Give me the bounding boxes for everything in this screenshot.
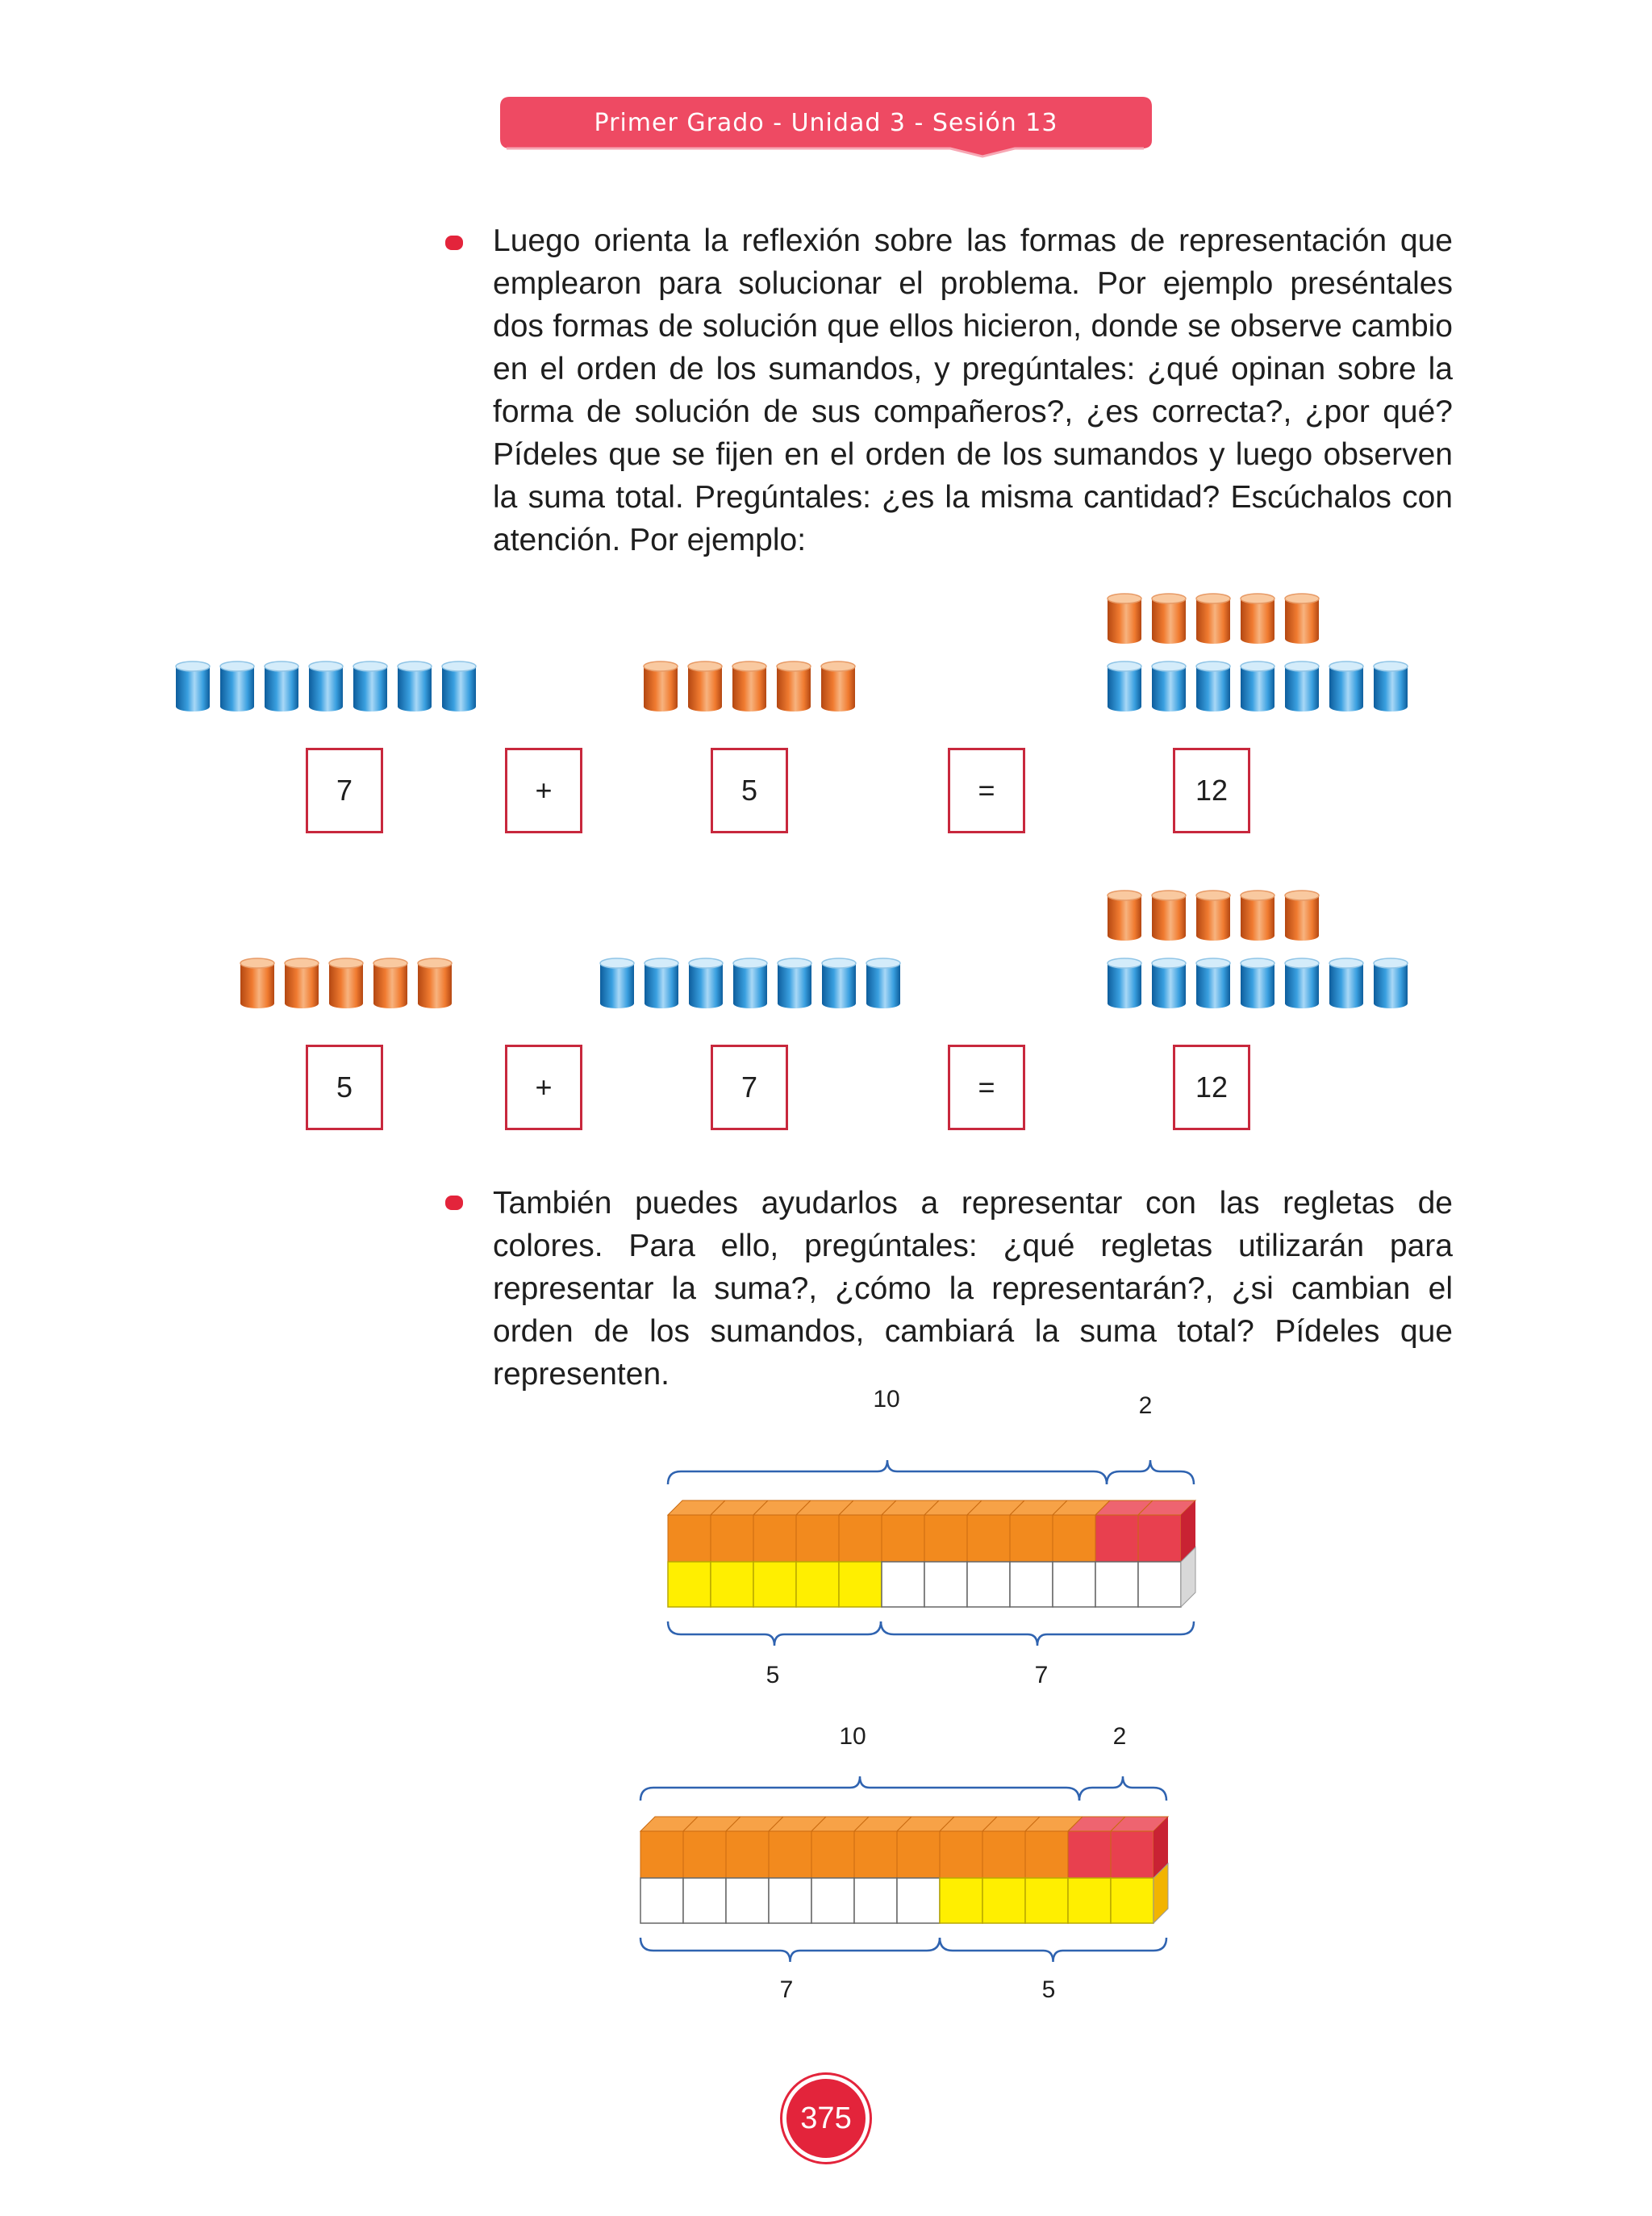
rod-cube-white	[1095, 1562, 1138, 1607]
cylinder-orange-icon	[327, 957, 365, 1010]
rod-cube-orange	[683, 1831, 726, 1878]
rod-cube-white	[882, 1562, 924, 1607]
cylinder-orange-icon	[372, 957, 409, 1010]
cylinder-blue-icon	[263, 660, 300, 713]
operator-box-plus: +	[505, 1045, 582, 1130]
rod-cube-white	[1053, 1562, 1095, 1607]
brace	[668, 1621, 881, 1646]
cylinder-orange-icon	[1239, 889, 1276, 942]
rod-cube-white	[726, 1878, 769, 1923]
cylinder-orange-icon	[1283, 889, 1320, 942]
cylinder-blue-icon	[1150, 957, 1187, 1010]
rod-cube-white	[683, 1878, 726, 1923]
header-title: Primer Grado - Unidad 3 - Sesión 13	[594, 108, 1058, 137]
number-box-result: 12	[1173, 748, 1250, 833]
rod-cube-orange	[753, 1515, 796, 1562]
rod-cube-white	[854, 1878, 897, 1923]
regletas-drawing	[645, 1371, 1226, 1694]
cylinder-orange-icon	[1239, 592, 1276, 645]
label-ten: 10	[873, 1386, 900, 1413]
cylinder-blue-icon	[643, 957, 680, 1010]
paragraph-regletas: También puedes ayudarlos a representar con las regletas de colores. Para ello, pregúntales: ¿qué regletas utilizarán para representar la suma?, ¿cómo la representarán?, ¿si cambian el orden de los sumandos, cambiará la suma total? Pídeles que representen.	[493, 1186, 1453, 1392]
cylinder-group-5-orange	[239, 957, 453, 1010]
cylinder-blue-icon	[1195, 660, 1232, 713]
cylinder-blue-icon	[1150, 660, 1187, 713]
cylinder-blue-icon	[440, 660, 478, 713]
rod-cube-yellow	[940, 1878, 982, 1923]
rod-cube-orange	[640, 1831, 683, 1878]
brace	[640, 1776, 1079, 1801]
cylinder-blue-icon	[1328, 957, 1365, 1010]
rod-cube-orange	[668, 1515, 711, 1562]
rod-cube-white	[924, 1562, 967, 1607]
regletas-diagram-7-plus-5	[618, 1710, 1199, 2033]
cylinder-blue-icon	[396, 660, 433, 713]
regletas-drawing	[618, 1710, 1199, 2033]
operator-box-plus: +	[505, 748, 582, 833]
rod-cube-red	[1138, 1515, 1181, 1562]
cylinder-orange-icon	[642, 660, 679, 713]
regletas-diagram-5-plus-7	[645, 1371, 1226, 1694]
cylinder-blue-icon	[776, 957, 813, 1010]
cylinder-group-result-blue	[1106, 660, 1409, 713]
rod-cube-red	[1095, 1515, 1138, 1562]
rod-cube-yellow	[1068, 1878, 1111, 1923]
number-box-addend-2: 5	[711, 748, 788, 833]
rod-cube-red	[1068, 1831, 1111, 1878]
brace	[668, 1460, 1107, 1484]
cylinder-orange-icon	[1106, 889, 1143, 942]
bullet-icon	[445, 236, 463, 250]
cylinder-orange-icon	[1150, 889, 1187, 942]
rod-cube-orange	[796, 1515, 839, 1562]
paragraph-reflection: Luego orienta la reflexión sobre las formas de representación que emplearon para solucionar el problema. Por ejemplo preséntales dos formas de solución que ellos hicieron, donde se observe cambio en el orden de los sumandos, y pregúntales: ¿qué opinan sobre la forma de solución de sus compañeros?, ¿es correcta?, ¿por qué? Pídeles que se fijen en el orden de los sumandos y luego observen la suma total. Pregúntales: ¿es la misma cantidad? Escúchalos con atención. Por ejemplo:	[493, 223, 1453, 557]
rod-cube-orange	[726, 1831, 769, 1878]
cylinder-orange-icon	[731, 660, 768, 713]
rod-cube-orange	[769, 1831, 811, 1878]
rod-cube-white	[640, 1878, 683, 1923]
brace	[881, 1621, 1194, 1646]
rod-cube-yellow	[796, 1562, 839, 1607]
cylinder-orange-icon	[820, 660, 857, 713]
number-box-addend-1: 5	[306, 1045, 383, 1130]
cylinder-blue-icon	[307, 660, 344, 713]
cylinder-orange-icon	[1195, 889, 1232, 942]
rod-cube-orange	[897, 1831, 940, 1878]
cylinder-group-result-orange	[1106, 889, 1320, 942]
cylinder-orange-icon	[1195, 592, 1232, 645]
rod-cube-orange	[839, 1515, 882, 1562]
label-left: 7	[779, 1976, 794, 2003]
cylinder-blue-icon	[1239, 660, 1276, 713]
rod-cube-orange	[1053, 1515, 1095, 1562]
cylinder-blue-icon	[1283, 957, 1320, 1010]
rod-cube-yellow	[668, 1562, 711, 1607]
cylinder-orange-icon	[239, 957, 276, 1010]
rod-cube-orange	[1025, 1831, 1068, 1878]
cylinder-group-5-orange	[642, 660, 857, 713]
cylinder-blue-icon	[687, 957, 724, 1010]
rod-cube-orange	[854, 1831, 897, 1878]
rod-cube-orange	[811, 1831, 854, 1878]
brace	[940, 1938, 1166, 1962]
cylinder-blue-icon	[174, 660, 211, 713]
label-left: 5	[766, 1662, 780, 1688]
cylinder-orange-icon	[775, 660, 812, 713]
rod-cube-orange	[882, 1515, 924, 1562]
rod-cube-white	[897, 1878, 940, 1923]
rod-cube-yellow	[1025, 1878, 1068, 1923]
cylinder-blue-icon	[865, 957, 902, 1010]
rod-cube-yellow	[1111, 1878, 1153, 1923]
rod-cube-white	[811, 1878, 854, 1923]
operator-box-equals: =	[948, 1045, 1025, 1130]
cylinder-orange-icon	[283, 957, 320, 1010]
number-box-result: 12	[1173, 1045, 1250, 1130]
operator-box-equals: =	[948, 748, 1025, 833]
rod-cube-orange	[982, 1831, 1025, 1878]
cylinder-blue-icon	[820, 957, 857, 1010]
cylinder-group-result-blue	[1106, 957, 1409, 1010]
rod-cube-yellow	[753, 1562, 796, 1607]
cylinder-orange-icon	[1150, 592, 1187, 645]
cylinder-blue-icon	[1239, 957, 1276, 1010]
rod-cube-red	[1111, 1831, 1153, 1878]
rod-cube-white	[769, 1878, 811, 1923]
rod-cube-white	[967, 1562, 1010, 1607]
cylinder-group-7-blue	[174, 660, 478, 713]
cylinder-blue-icon	[352, 660, 389, 713]
cylinder-blue-icon	[1195, 957, 1232, 1010]
page-number: 375	[782, 2075, 870, 2162]
label-two: 2	[1138, 1392, 1153, 1419]
cylinder-blue-icon	[1106, 957, 1143, 1010]
cylinder-blue-icon	[1106, 660, 1143, 713]
cylinder-blue-icon	[1372, 660, 1409, 713]
brace	[1079, 1776, 1166, 1801]
cylinder-orange-icon	[416, 957, 453, 1010]
label-right: 5	[1041, 1976, 1056, 2003]
number-box-addend-2: 7	[711, 1045, 788, 1130]
cylinder-orange-icon	[1106, 592, 1143, 645]
bullet-icon	[445, 1196, 463, 1210]
label-two: 2	[1112, 1723, 1127, 1750]
rod-cube-yellow	[839, 1562, 882, 1607]
rod-cube-orange	[940, 1831, 982, 1878]
cylinder-blue-icon	[1372, 957, 1409, 1010]
rod-cube-white	[1138, 1562, 1181, 1607]
cylinder-group-result-orange	[1106, 592, 1320, 645]
header-banner	[499, 95, 1153, 158]
cylinder-group-7-blue	[599, 957, 902, 1010]
cylinder-blue-icon	[219, 660, 256, 713]
cylinder-orange-icon	[686, 660, 724, 713]
rod-cube-orange	[967, 1515, 1010, 1562]
number-box-addend-1: 7	[306, 748, 383, 833]
cylinder-blue-icon	[599, 957, 636, 1010]
label-ten: 10	[839, 1723, 866, 1750]
brace	[640, 1938, 940, 1962]
rod-cube-orange	[1010, 1515, 1053, 1562]
rod-cube-yellow	[982, 1878, 1025, 1923]
cylinder-blue-icon	[1283, 660, 1320, 713]
cylinder-blue-icon	[732, 957, 769, 1010]
rod-cube-orange	[924, 1515, 967, 1562]
label-right: 7	[1034, 1662, 1049, 1688]
rod-cube-orange	[711, 1515, 753, 1562]
brace	[1107, 1460, 1194, 1484]
rod-cube-yellow	[711, 1562, 753, 1607]
rod-cube-white	[1010, 1562, 1053, 1607]
cylinder-orange-icon	[1283, 592, 1320, 645]
cylinder-blue-icon	[1328, 660, 1365, 713]
